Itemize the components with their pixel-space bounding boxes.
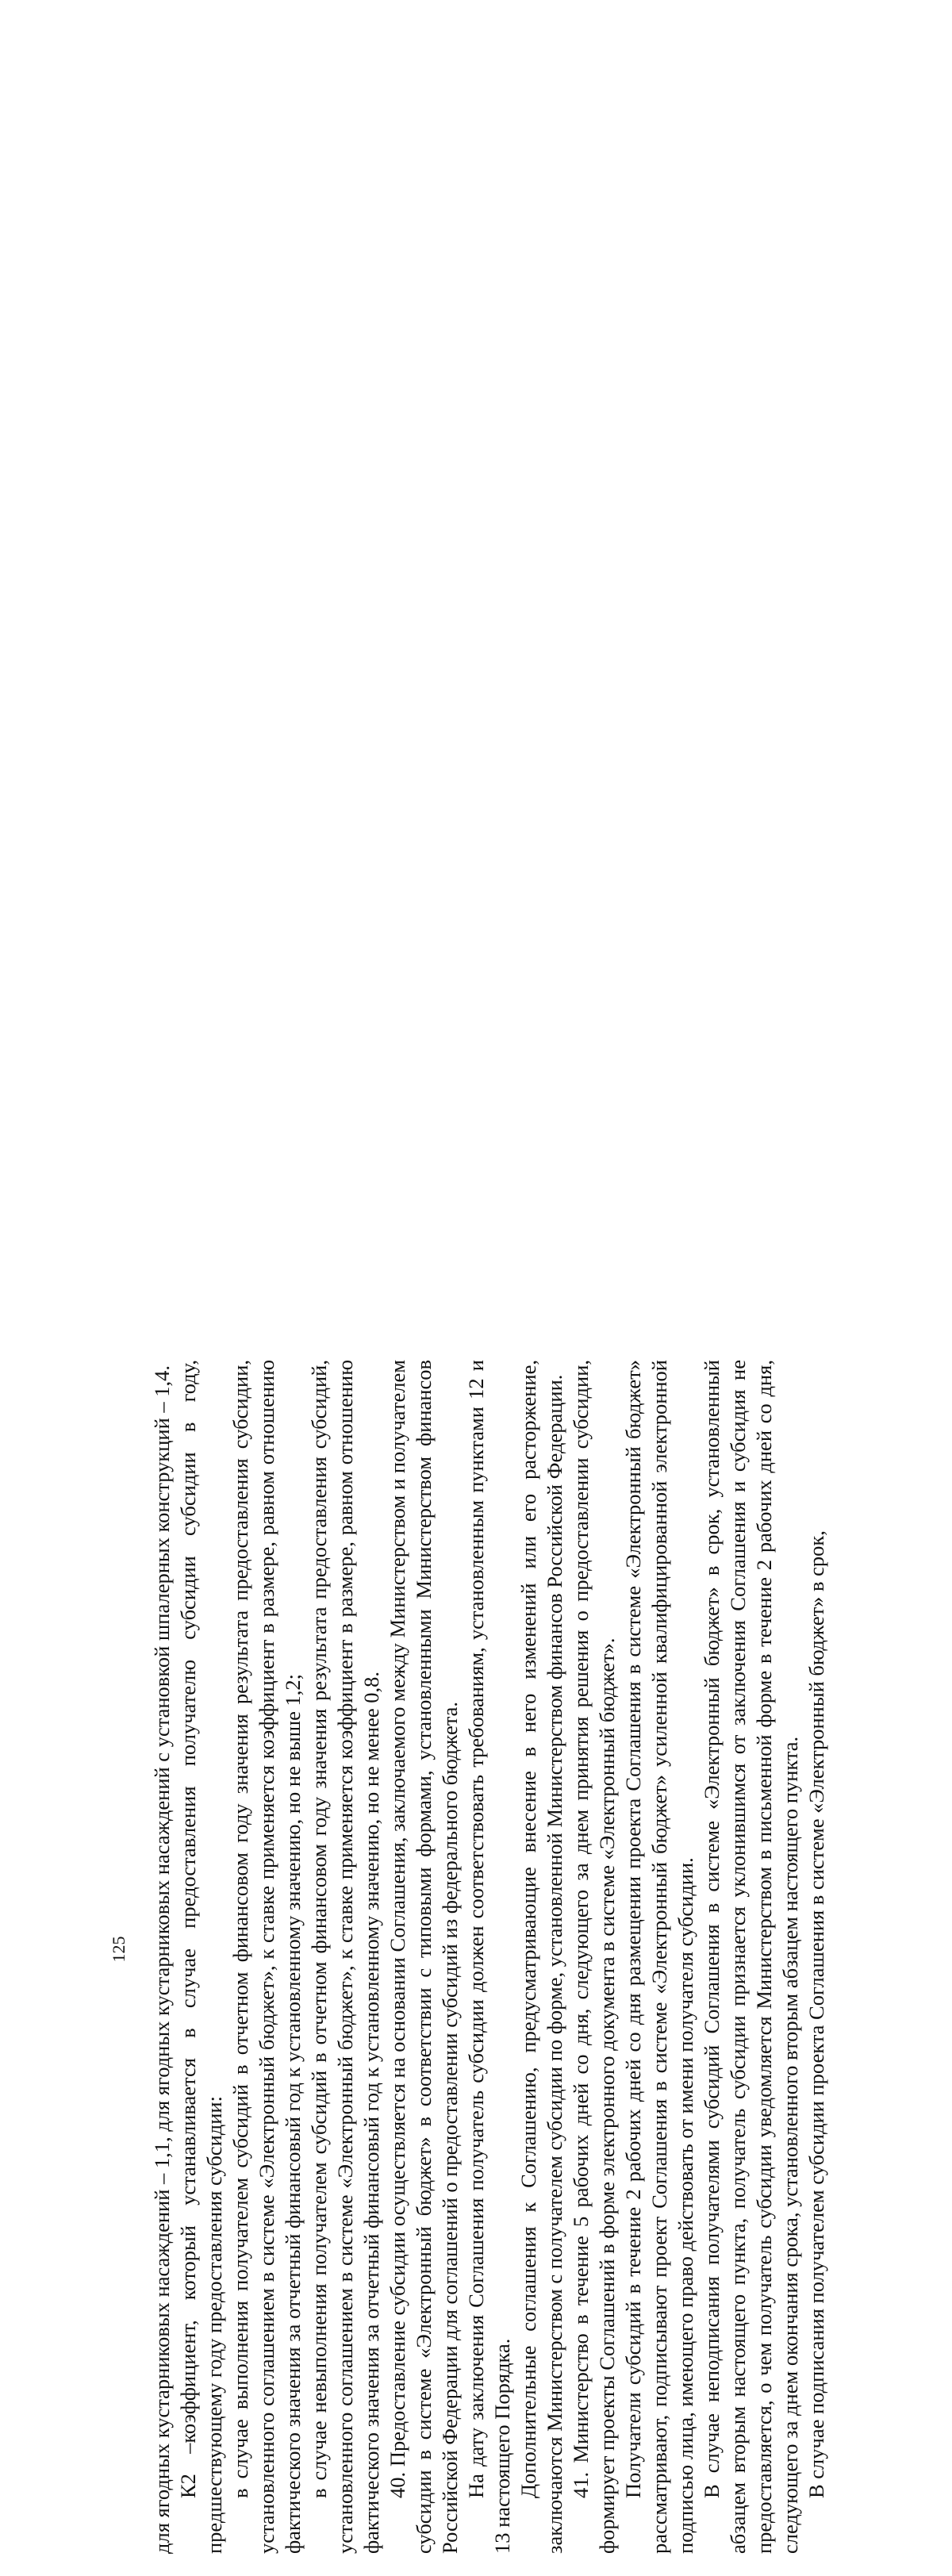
document-body bbox=[149, 1360, 830, 2554]
paragraph-7: Дополнительные соглашения к Соглашению, предусматривающие внесение в него изменений или его расторжение, заключаются Министерством с получателем субсидии по форме, установленной Министерством финансов Российской Федерации. bbox=[516, 1360, 566, 2554]
page-number: 125 bbox=[109, 1936, 129, 1963]
paragraph-1: для ягодных кустарниковых насаждений – 1,1, для ягодных кустарниковых насаждений с установкой шпалерных конструкций – 1,4. bbox=[150, 1365, 174, 2554]
paragraph-9: Получатели субсидий в течение 2 рабочих дней со дня размещении проекта Соглашения в системе «Электронный бюджет» рассматривают, подписывают проект Соглашения в системе «Электронный бюджет» усиленной квалифицированной электронной подписью лица, имеющего право действовать от имени получателя субсидии. bbox=[621, 1360, 697, 2554]
paragraph-3: в случае выполнения получателем субсидий в отчетном финансовом году значения результата предоставления субсидии, установленного соглашением в системе «Электронный бюджет», к ставке применяется коэффициент в размере, равном отношению фактического значения за отчетный финансовый год к установленному значению, но не выше 1,2; bbox=[228, 1360, 305, 2554]
rotated-page-content bbox=[105, 1323, 942, 2576]
paragraph-6: На дату заключения Соглашения получатель субсидии должен соответствовать требованиям, установленным пунктами 12 и 13 настоящего Порядка. bbox=[464, 1360, 514, 2554]
paragraph-10: В случае неподписания получателями субсидий Соглашения в системе «Электронный бюджет» в срок, установленный абзацем вторым настоящего пункта, получатель субсидии признается уклонившимся от заключения Соглашения и субсидия не предоставляется, о чем получатель субсидии уведомляется Министерством в письменной форме в течение 2 рабочих дней со дня, следующего за днем окончания срока, установленного вторым абзацем настоящего пункта. bbox=[700, 1360, 802, 2554]
paragraph-11: В случае подписания получателем субсидии проекта Соглашения в системе «Электронный бюджет» в срок, bbox=[804, 1530, 828, 2498]
paragraph-8: 41. Министерство в течение 5 рабочих дней со дня, следующего за днем принятия решения о предоставлении субсидии, формирует проекты Соглашений в форме электронного документа в системе «Электронный бюджет». bbox=[569, 1360, 619, 2554]
paragraph-2: К2 –коэффициент, который устанавливается в случае предоставления получателю субсидии субсидии в году, предшествующему году предоставления субсидии: bbox=[176, 1360, 226, 2554]
paragraph-4: в случае невыполнения получателем субсидий в отчетном финансовом году значения результата предоставления субсидий, установленного соглашением в системе «Электронный бюджет», к ставке применяется коэффициент в размере, равном отношению фактического значения за отчетный финансовый год к установленному значению, но не менее 0,8. bbox=[307, 1360, 383, 2554]
paragraph-5: 40. Предоставление субсидии осуществляется на основании Соглашения, заключаемого между Министерством и получателем субсидии в системе «Электронный бюджет» в соответствии с типовыми формами, установленными Министерством финансов Российской Федерации для соглашений о предоставлении субсидий из федерального бюджета. bbox=[386, 1360, 462, 2554]
